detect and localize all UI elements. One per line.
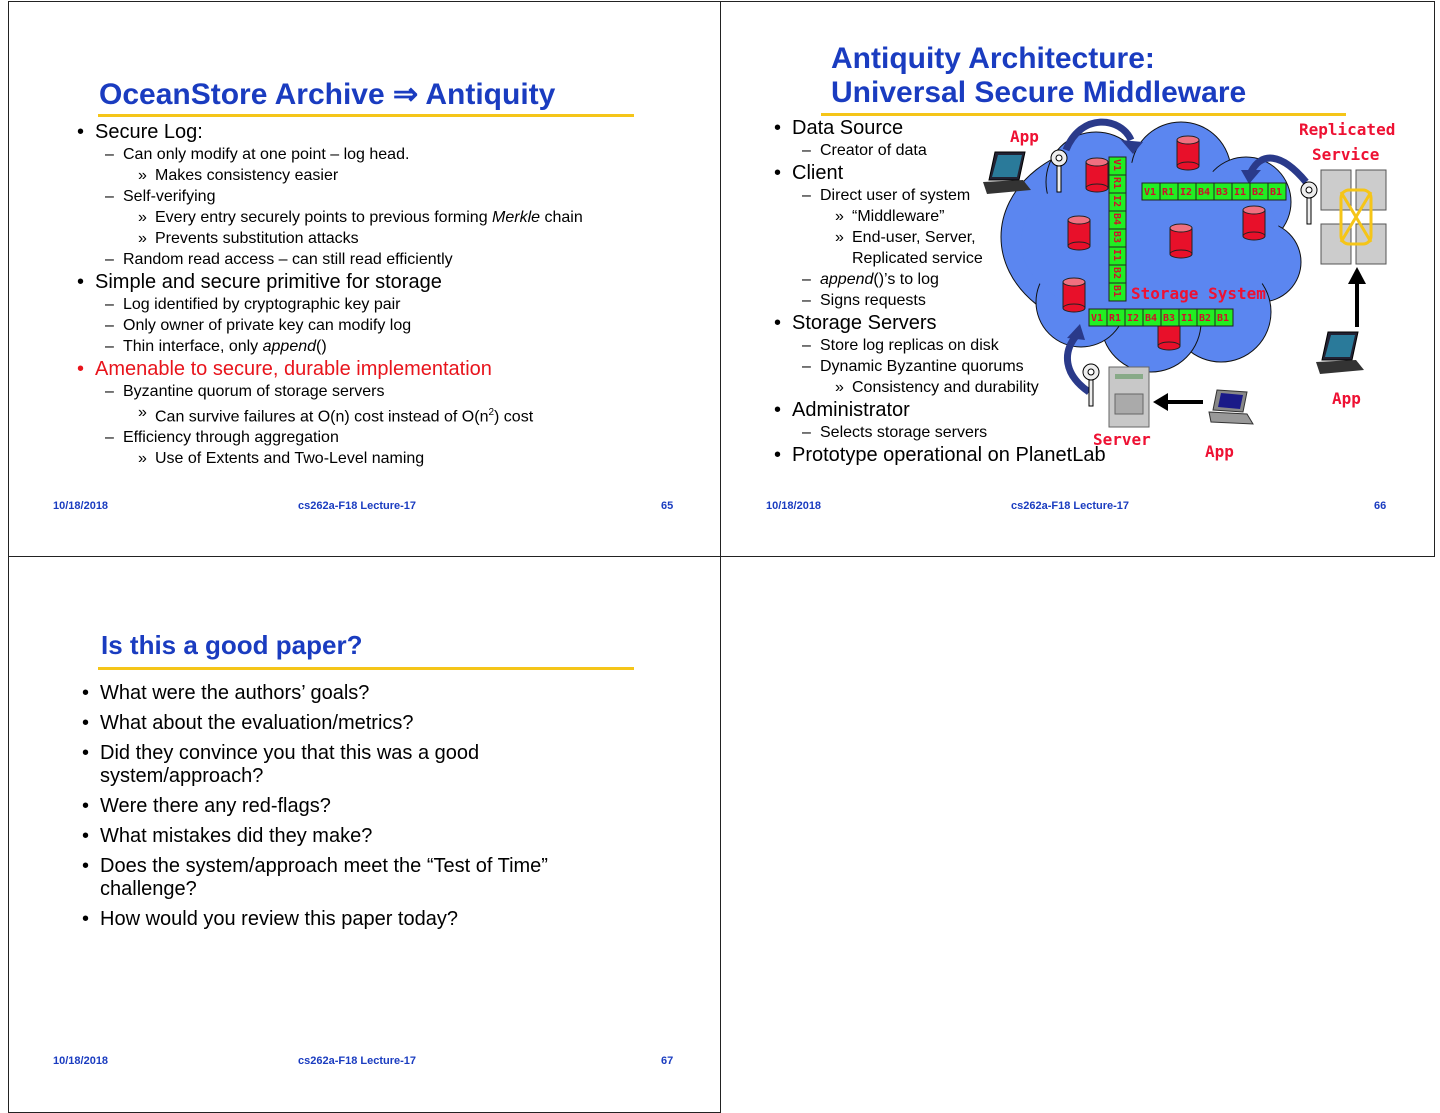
bullet-marker: • (774, 162, 782, 184)
bullet-marker: » (138, 404, 147, 421)
log-segment-label: I2 (1127, 313, 1140, 324)
bullet-text: Thin interface, only (123, 338, 263, 355)
bullet-marker: – (802, 142, 811, 159)
log-segment-label: I1 (1181, 313, 1194, 324)
bullet-marker: • (774, 444, 782, 466)
log-segment-label: V1 (1144, 187, 1157, 198)
bullet-item-level-3 (95, 228, 583, 249)
log-strip (1109, 157, 1126, 301)
bullet-text: Storage Servers (792, 312, 937, 334)
label-storage-system: Storage System (1131, 284, 1266, 303)
bullet-item-level-2 (95, 249, 583, 270)
storage-cylinder-icon (1170, 224, 1192, 258)
bullet-marker: • (774, 117, 782, 139)
bullet-text: Prevents substitution attacks (155, 230, 359, 247)
bullet-marker: • (82, 855, 90, 877)
server-tower-icon (1109, 367, 1149, 427)
log-segment-label: I1 (1234, 187, 1247, 198)
bullet-text: Signs requests (820, 292, 926, 309)
bullet-item-level-2 (95, 144, 583, 165)
bullet-text: Store log replicas on disk (820, 337, 999, 354)
bullet-text: Were there any red-flags? (100, 795, 331, 817)
replicated-servers-icon (1321, 170, 1386, 264)
bullet-marker: – (105, 296, 114, 313)
bullet-item-level-1 (82, 825, 580, 848)
bullet-text: “Middleware” (852, 208, 945, 225)
laptop-icon (983, 152, 1031, 194)
bullet-text: Selects storage servers (820, 424, 988, 441)
log-segment-label: B3 (1216, 187, 1229, 198)
bullet-item-level-1 (77, 270, 583, 294)
bullet-item-level-1 (77, 120, 583, 144)
storage-cylinder-icon (1086, 158, 1108, 192)
bullet-text: Amenable to secure, durable implementation (95, 358, 492, 380)
log-segment-label: V1 (1091, 313, 1104, 324)
bullet-text: Creator of data (820, 142, 927, 159)
log-segment-label: B4 (1145, 313, 1158, 324)
bullet-text: What about the evaluation/metrics? (100, 712, 414, 734)
bullet-marker: – (105, 188, 114, 205)
bullet-marker: – (802, 424, 811, 441)
bullet-text: End-user, Server, (852, 229, 976, 246)
bullet-text: Does the system/approach meet the “Test of Time” challenge? (100, 855, 548, 900)
bullet-marker: • (82, 908, 90, 930)
bullet-text: Client (792, 162, 844, 184)
footer-course: cs262a-F18 Lecture-17 (298, 500, 417, 512)
bullet-text: Prototype operational on PlanetLab (792, 444, 1106, 466)
bullet-text: Consistency and durability (852, 379, 1039, 396)
bullet-marker: – (802, 187, 811, 204)
bullet-text: Simple and secure primitive for storage (95, 271, 442, 293)
log-segment-label: V1 (1111, 159, 1122, 172)
bullet-item-level-3 (95, 207, 583, 228)
bullet-marker: • (82, 825, 90, 847)
handheld-icon (1209, 390, 1253, 424)
bullet-text: append (262, 338, 317, 355)
log-segment-label: I1 (1111, 249, 1122, 262)
bullet-item-level-3 (95, 402, 583, 427)
footer-course: cs262a-F18 Lecture-17 (1011, 500, 1130, 512)
bullet-marker: – (105, 146, 114, 163)
bullet-marker: – (802, 292, 811, 309)
bullet-item-level-1 (77, 357, 583, 381)
bullet-item-level-3 (95, 165, 583, 186)
bullet-text: Every entry securely points to previous forming (155, 209, 493, 226)
label-app-top: App (1010, 127, 1039, 146)
bullet-marker: • (82, 742, 90, 764)
footer-page: 67 (661, 1055, 674, 1067)
bullet-text: Merkle (492, 209, 541, 226)
bullet-marker: » (835, 379, 844, 396)
bullet-marker: – (802, 358, 811, 375)
bullet-item-level-2 (95, 315, 583, 336)
storage-cylinder-icon (1177, 136, 1199, 170)
log-strip (1142, 183, 1286, 200)
bullet-text: How would you review this paper today? (100, 908, 458, 930)
bullet-list (77, 120, 583, 469)
log-segment-label: B1 (1111, 285, 1122, 298)
bullet-marker: • (77, 271, 85, 293)
bullet-text: Did they convince you that this was a good system/approach? (100, 742, 480, 787)
bullet-marker: » (835, 229, 844, 246)
log-segment-label: B3 (1163, 313, 1176, 324)
title-underline (98, 114, 634, 117)
log-segment-label: R1 (1162, 187, 1175, 198)
bullet-text: Can only modify at one point – log head. (123, 146, 410, 163)
footer-course: cs262a-F18 Lecture-17 (298, 1055, 417, 1067)
architecture-diagram (721, 2, 1436, 558)
bullet-marker: • (774, 399, 782, 421)
log-segment-label: B4 (1111, 213, 1122, 226)
log-segment-label: B3 (1111, 231, 1122, 244)
bullet-text: Direct user of system (820, 187, 971, 204)
bullet-marker: – (802, 271, 811, 288)
slide-title-line1: Antiquity Architecture: (831, 42, 1155, 75)
bullet-text: Replicated service (852, 250, 983, 267)
bullet-marker: » (835, 208, 844, 225)
footer-page: 66 (1374, 500, 1387, 512)
title-underline (98, 667, 634, 670)
arrowhead (1348, 267, 1366, 284)
key-icon (1301, 182, 1317, 224)
bullet-text: Dynamic Byzantine quorums (820, 358, 1024, 375)
bullet-marker: – (105, 429, 114, 447)
log-segment-label: B2 (1199, 313, 1212, 324)
bullet-text: Can survive failures at O(n) cost instead of O(n (155, 408, 489, 426)
storage-cylinder-icon (1068, 216, 1090, 250)
footer-date: 10/18/2018 (53, 1055, 109, 1067)
bullet-text: append (820, 271, 874, 288)
log-segment-label: B1 (1270, 187, 1283, 198)
bullet-item-level-1 (82, 682, 580, 705)
bullet-text: Byzantine quorum of storage servers (123, 383, 385, 400)
bullet-text: Secure Log: (95, 121, 203, 143)
slide-65 (8, 1, 721, 557)
bullet-marker: – (105, 317, 114, 334)
bullet-item-level-2 (95, 336, 583, 357)
bullet-text: Data Source (792, 117, 904, 139)
bullet-item-level-1 (82, 712, 580, 735)
log-segment-label: R1 (1111, 177, 1122, 190)
bullet-marker: • (82, 795, 90, 817)
bullet-item-level-1 (82, 742, 580, 788)
bullet-text: What were the authors’ goals? (100, 682, 370, 704)
bullet-item-level-3 (95, 448, 583, 469)
bullet-text: Log identified by cryptographic key pair (123, 296, 401, 313)
bullet-text: Makes consistency easier (155, 167, 339, 184)
log-strip (1089, 309, 1233, 326)
bullet-item-level-1 (82, 795, 580, 818)
log-segment-label: I2 (1111, 195, 1122, 208)
storage-cloud (1001, 122, 1301, 372)
footer-page: 65 (661, 500, 674, 512)
log-segment-label: B2 (1111, 267, 1122, 280)
bullet-item-level-2 (95, 294, 583, 315)
label-app-bottom: App (1205, 442, 1234, 461)
log-segment-label: B4 (1198, 187, 1211, 198)
bullet-text: Administrator (792, 399, 910, 421)
storage-cylinder-icon (1243, 206, 1265, 240)
bullet-text: chain (540, 209, 583, 226)
bullet-list (82, 682, 580, 938)
footer-date: 10/18/2018 (53, 500, 109, 512)
bullet-marker: » (138, 209, 147, 226)
bullet-text: Efficiency through aggregation (123, 429, 339, 447)
bullet-marker: » (138, 450, 147, 468)
slide-title: Is this a good paper? (101, 630, 363, 660)
log-segment-label: B1 (1217, 313, 1230, 324)
bullet-text: Random read access – can still read efficiently (123, 251, 453, 268)
bullet-item-level-1 (82, 855, 580, 901)
bullet-marker: • (77, 358, 85, 380)
slide-67 (8, 556, 721, 1113)
label-server: Server (1093, 430, 1151, 449)
bullet-item-level-2 (95, 186, 583, 207)
bullet-marker: • (82, 712, 90, 734)
bullet-item-level-1 (82, 908, 580, 931)
label-replicated: Replicated (1299, 120, 1396, 139)
label-service: Service (1312, 145, 1380, 164)
bullet-text: Use of Extents and Two-Level naming (155, 450, 425, 468)
log-segment-label: R1 (1109, 313, 1122, 324)
bullet-marker: – (802, 337, 811, 354)
bullet-marker: » (138, 167, 147, 184)
bullet-marker: • (774, 312, 782, 334)
arrowhead (1153, 393, 1168, 411)
slide-66 (720, 1, 1435, 557)
bullet-text: ) cost (494, 408, 534, 426)
bullet-text: ()’s to log (873, 271, 939, 288)
bullet-item-level-2 (95, 381, 583, 402)
bullet-marker: – (105, 338, 114, 355)
footer-date: 10/18/2018 (766, 500, 822, 512)
bullet-text: Only owner of private key can modify log (123, 317, 412, 334)
laptop-icon (1316, 332, 1364, 374)
bullet-marker: • (77, 121, 85, 143)
bullet-marker: » (138, 230, 147, 247)
log-segment-label: B2 (1252, 187, 1265, 198)
log-segment-label: I2 (1180, 187, 1193, 198)
slide-title: OceanStore Archive ⇒ Antiquity (99, 78, 556, 111)
bullet-item-level-2 (95, 427, 583, 448)
bullet-text: Self-verifying (123, 188, 216, 205)
storage-cylinder-icon (1063, 278, 1085, 312)
bullet-text: What mistakes did they make? (100, 825, 373, 847)
bullet-text: 2 (488, 407, 495, 418)
slide-title-line2: Universal Secure Middleware (831, 76, 1247, 109)
bullet-marker: – (105, 251, 114, 268)
bullet-marker: • (82, 682, 90, 704)
bullet-text: () (316, 338, 327, 355)
label-app-right: App (1332, 389, 1361, 408)
bullet-marker: – (105, 383, 114, 400)
